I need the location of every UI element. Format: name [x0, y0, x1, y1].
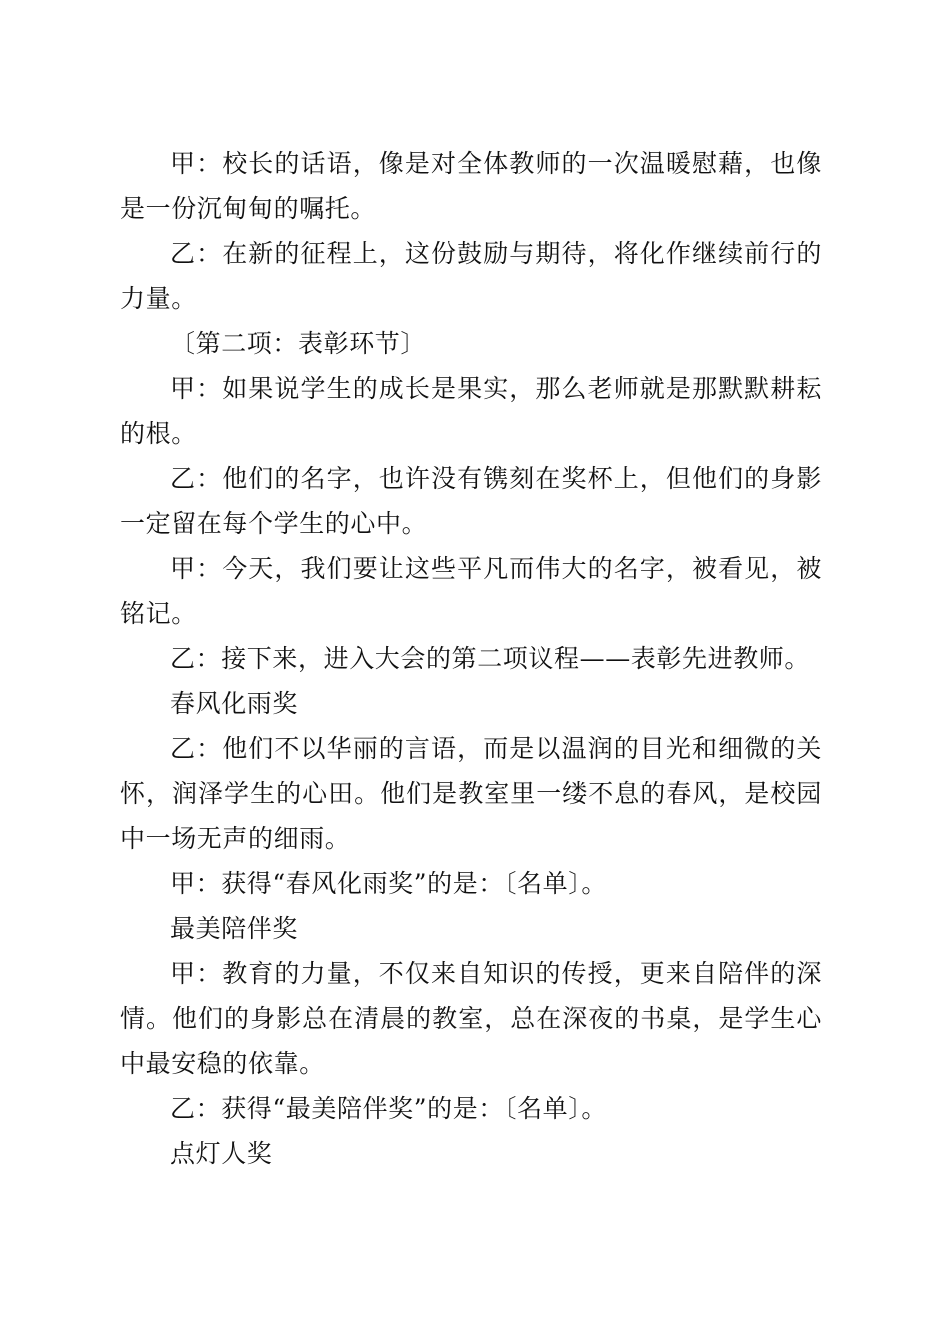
paragraph-6: 乙：接下来，进入大会的第二项议程——表彰先进教师。: [170, 644, 811, 673]
paragraph-3: 甲：如果说学生的成长是果实，那么老师就是那默默耕耘的根。: [120, 374, 822, 448]
paragraph-9: 甲：教育的力量，不仅来自知识的传授，更来自陪伴的深情。他们的身影总在清晨的教室，总在深夜的书桌，是学生心中最安稳的依靠。: [120, 959, 822, 1078]
award-title-companionship: 最美陪伴奖: [170, 914, 299, 943]
document-body: [120, 141, 822, 1176]
paragraph-2: 乙：在新的征程上，这份鼓励与期待，将化作继续前行的力量。: [120, 239, 822, 313]
paragraph-1: 甲：校长的话语，像是对全体教师的一次温暖慰藉，也像是一份沉甸甸的嘱托。: [120, 149, 822, 223]
paragraph-4: 乙：他们的名字，也许没有镌刻在奖杯上，但他们的身影一定留在每个学生的心中。: [120, 464, 822, 538]
paragraph-7: 乙：他们不以华丽的言语，而是以温润的目光和细微的关怀，润泽学生的心田。他们是教室里一缕不息的春风，是校园中一场无声的细雨。: [120, 734, 822, 853]
paragraph-10: 乙：获得“最美陪伴奖”的是：〔名单〕。: [170, 1094, 607, 1123]
section-heading: 〔第二项：表彰环节〕: [170, 329, 427, 358]
paragraph-8: 甲：获得“春风化雨奖”的是：〔名单〕。: [170, 869, 607, 898]
award-title-spring-breeze: 春风化雨奖: [170, 689, 299, 718]
paragraph-5: 甲：今天，我们要让这些平凡而伟大的名字，被看见，被铭记。: [120, 554, 822, 628]
award-title-lamplighter: 点灯人奖: [170, 1139, 273, 1168]
